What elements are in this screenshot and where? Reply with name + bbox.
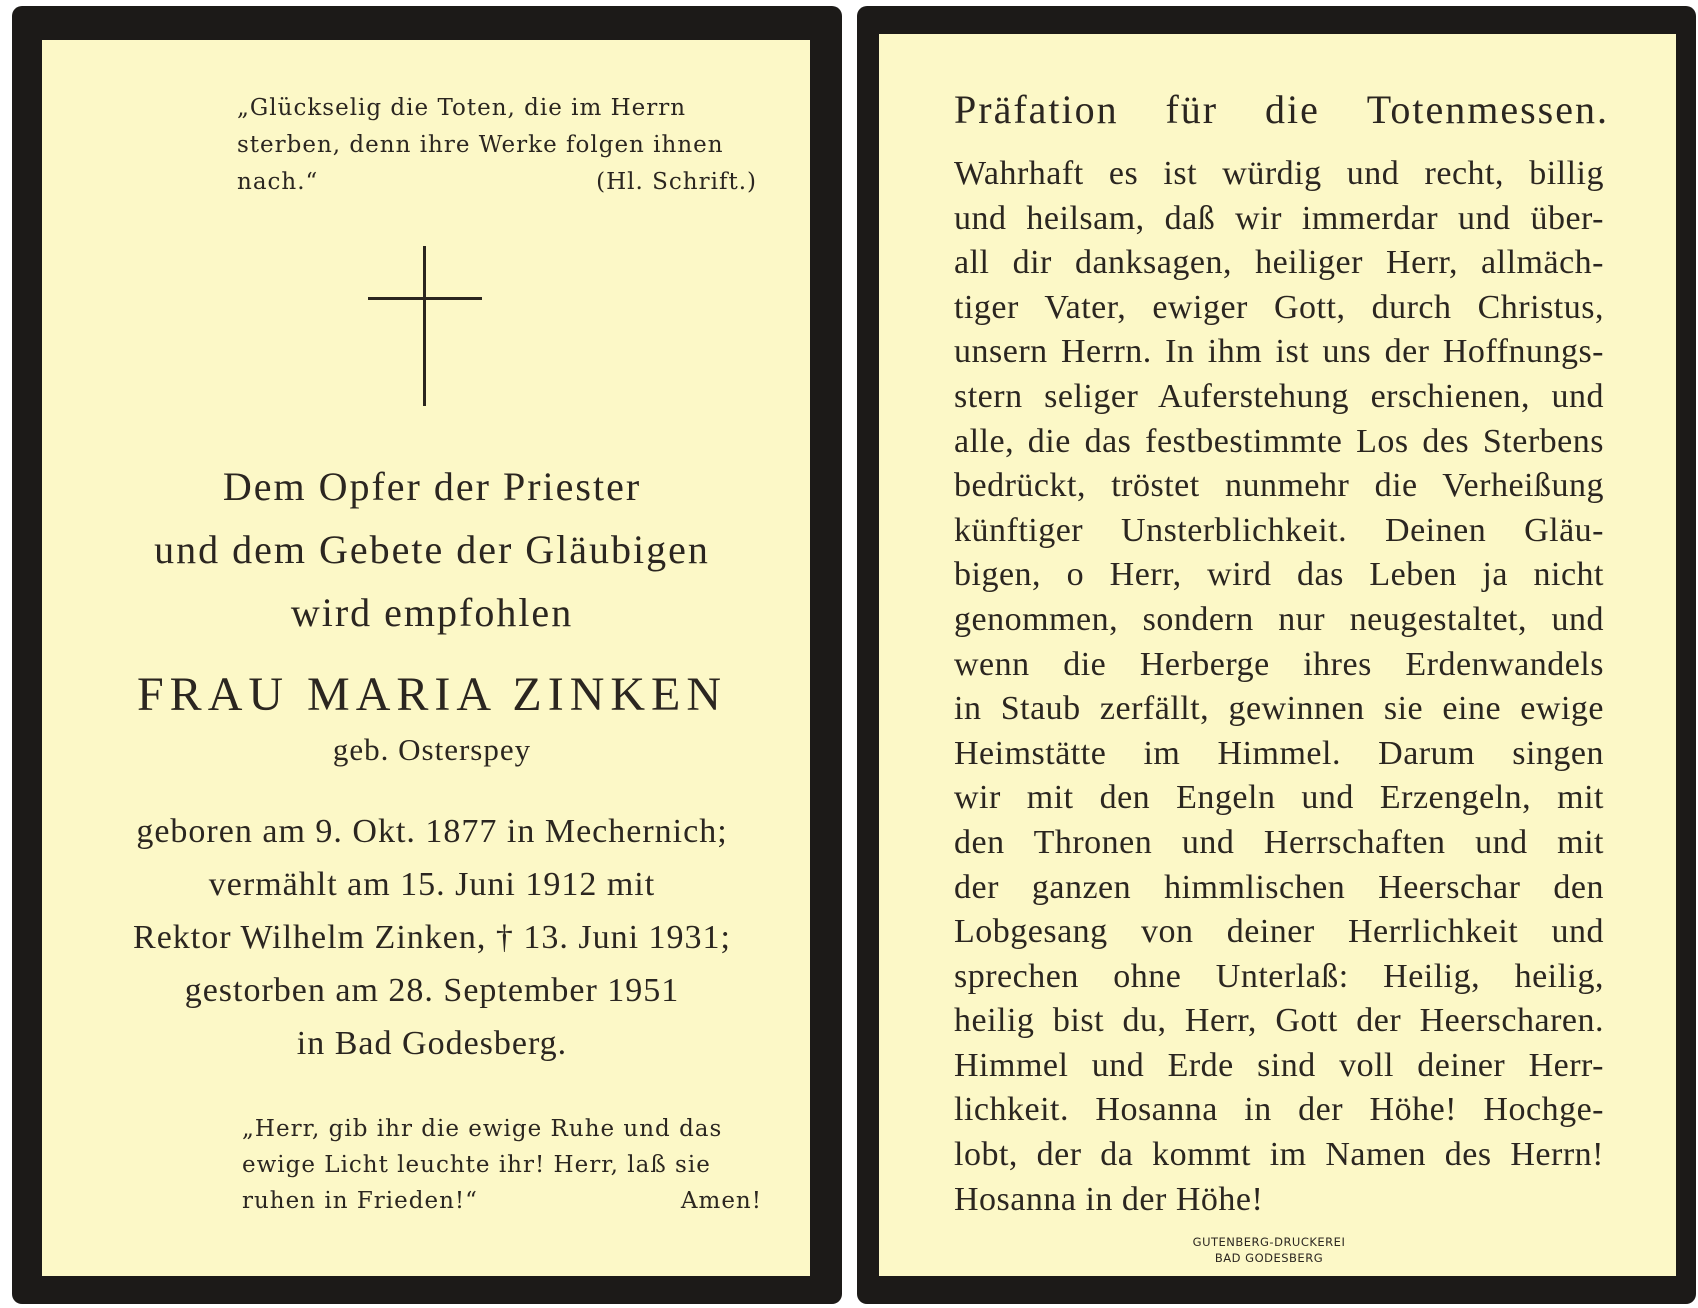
body-line: Wahrhaft es ist würdig und recht, billig	[954, 155, 1604, 192]
preface-body	[954, 152, 1604, 1222]
top-quote-line: nach.“	[237, 169, 319, 195]
body-line: lichkeit. Hosanna in der Höhe! Hochge-	[954, 1091, 1604, 1129]
body-line: genommen, sondern nur neugestaltet, und	[954, 600, 1604, 638]
birth-name: geb. Osterspey	[332, 732, 532, 767]
life-dates	[82, 805, 782, 1070]
top-quote-source: (Hl. Schrift.)	[596, 169, 757, 195]
left-card	[42, 40, 810, 1276]
life-line: vermählt am 15. Juni 1912 mit	[208, 866, 656, 903]
prayer-closing: Amen!	[680, 1188, 762, 1214]
recommendation-line: wird empfohlen	[290, 590, 574, 635]
right-card	[879, 34, 1676, 1276]
body-line: heilig bist du, Herr, Gott der Heerscharen.	[954, 1002, 1604, 1040]
cross-horizontal-bar	[368, 297, 482, 300]
life-line: in Bad Godesberg.	[296, 1025, 568, 1062]
title-word: Totenmessen.	[1366, 87, 1609, 132]
body-line: künftiger Unsterblichkeit. Deinen Gläu-	[954, 511, 1604, 549]
life-line: geboren am 9. Okt. 1877 in Mechernich;	[136, 813, 728, 850]
top-quote-line: „Glückselig die Toten, die im Herrn	[237, 95, 687, 121]
top-quote	[237, 90, 757, 201]
top-quote-line: sterben, denn ihre Werke folgen ihnen	[237, 132, 724, 158]
life-line: Rektor Wilhelm Zinken, † 13. Juni 1931;	[133, 919, 731, 956]
recommendation-line: und dem Gebete der Gläubigen	[154, 527, 710, 572]
body-line: Heimstätte im Himmel. Darum singen	[954, 734, 1604, 772]
body-line: Hosanna in der Höhe!	[954, 1180, 1264, 1218]
body-line: all dir danksagen, heiliger Herr, allmäch-	[954, 244, 1604, 282]
body-line: Lobgesang von deiner Herrlichkeit und	[954, 913, 1604, 951]
left-card-frame	[12, 6, 842, 1304]
body-line: sprechen ohne Unterlaß: Heilig, heilig,	[954, 957, 1604, 995]
right-card-frame	[857, 6, 1696, 1304]
prayer-line: „Herr, gib ihr die ewige Ruhe und das	[242, 1116, 723, 1142]
recommendation-line: Dem Opfer der Priester	[222, 464, 642, 509]
deceased-name: FRAU MARIA ZINKEN	[136, 668, 727, 721]
body-line: wir mit den Engeln und Erzengeln, mit	[954, 779, 1604, 817]
body-line: und heilsam, daß wir immerdar und über-	[954, 199, 1604, 237]
printer-line: GUTENBERG-DRUCKEREI	[1192, 1235, 1346, 1249]
printer-imprint	[1149, 1234, 1389, 1266]
prayer-last-row	[242, 1183, 762, 1219]
body-line: in Staub zerfällt, gewinnen sie eine ewige	[954, 690, 1604, 728]
cross-vertical-bar	[423, 246, 426, 406]
prayer-line: ewige Licht leuchte ihr! Herr, laß sie	[242, 1152, 711, 1178]
top-quote-last-row	[237, 164, 757, 201]
prayer-line: ruhen in Frieden!“	[242, 1188, 478, 1214]
body-line: tiger Vater, ewiger Gott, durch Christus,	[954, 288, 1604, 326]
body-line: unsern Herrn. In ihm ist uns der Hoffnungs-	[954, 333, 1604, 371]
body-line: bigen, o Herr, wird das Leben ja nicht	[954, 556, 1604, 594]
body-line: alle, die das festbestimmte Los des Sterbens	[954, 422, 1604, 460]
bottom-prayer	[242, 1111, 762, 1219]
title-word: die	[1264, 87, 1320, 132]
life-line: gestorben am 28. September 1951	[184, 972, 680, 1009]
body-line: stern seliger Auferstehung erschienen, und	[954, 377, 1604, 415]
recommendation-text	[82, 455, 782, 644]
title-word: Präfation	[954, 87, 1119, 132]
body-line: bedrückt, tröstet nunmehr die Verheißung	[954, 467, 1604, 505]
body-line: wenn die Herberge ihres Erdenwandels	[954, 645, 1604, 683]
preface-title	[954, 86, 1609, 133]
body-line: der ganzen himmlischen Heerschar den	[954, 868, 1604, 906]
title-word: für	[1165, 87, 1219, 132]
body-line: den Thronen und Herrschaften und mit	[954, 823, 1604, 861]
printer-line: BAD GODESBERG	[1214, 1251, 1324, 1265]
body-line: lobt, der da kommt im Namen des Herrn!	[954, 1136, 1604, 1174]
body-line: Himmel und Erde sind voll deiner Herr-	[954, 1046, 1604, 1084]
